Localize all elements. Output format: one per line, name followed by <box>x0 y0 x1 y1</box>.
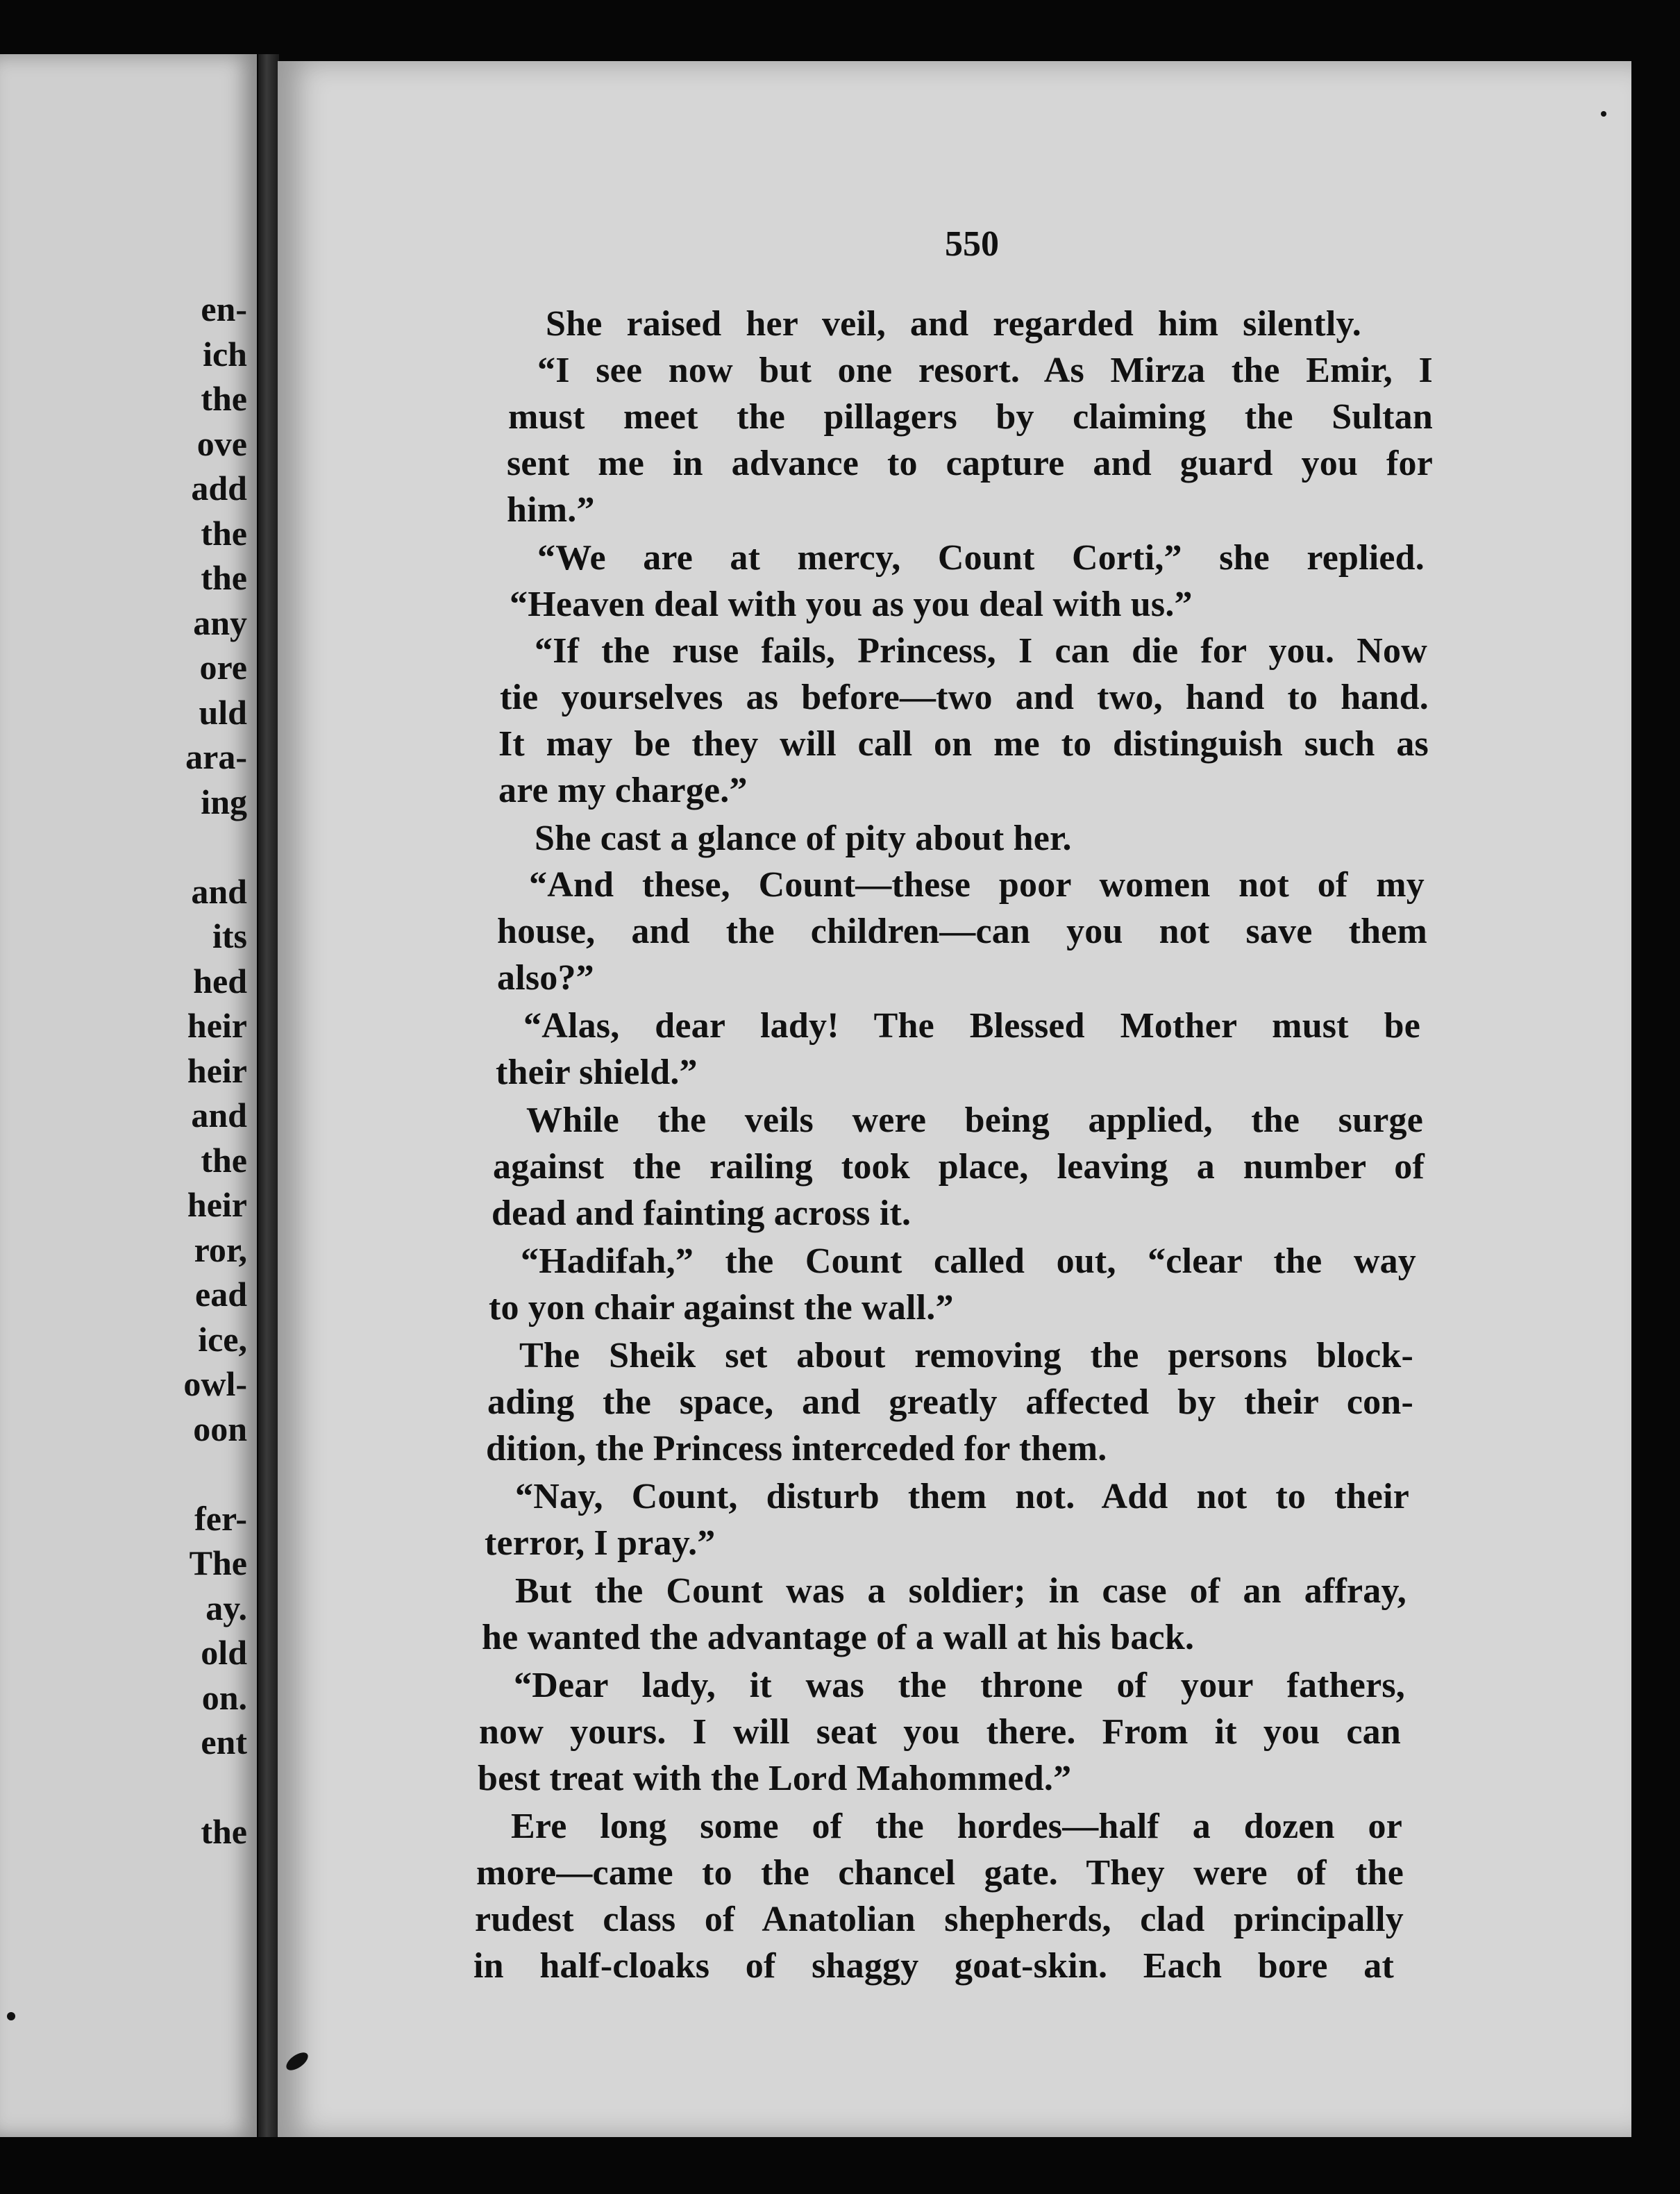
left-page-fragment: en- <box>201 290 247 328</box>
text-line: him.” <box>507 490 595 530</box>
text-line: also?” <box>497 958 594 998</box>
left-page-fragment: on. <box>201 1677 247 1717</box>
text-line: While the veils were being applied, the surge <box>526 1100 1423 1140</box>
left-page-fragment: its <box>212 916 247 955</box>
text-line: She cast a glance of pity about her. <box>535 819 1072 858</box>
left-page-fragment: fer- <box>194 1498 247 1538</box>
left-page-fragment: the <box>201 1812 247 1851</box>
left-page-fragment: ove <box>196 424 247 463</box>
left-page-fragment: The <box>189 1543 247 1582</box>
text-line: terror, I pray.” <box>485 1523 716 1563</box>
text-line: “Heaven deal with you as you deal with us.” <box>510 585 1193 624</box>
left-page-fragment: hed <box>193 961 247 1000</box>
left-page-fragment: ice, <box>198 1319 247 1359</box>
left-page-fragment: ead <box>195 1275 247 1314</box>
text-line: dition, the Princess interceded for them. <box>486 1429 1107 1468</box>
text-line: house, and the children—can you not save them <box>497 912 1427 951</box>
left-page-fragment: old <box>201 1633 247 1672</box>
text-line: It may be they will call on me to distinguish such as <box>498 724 1429 764</box>
text-line: are my charge.” <box>498 771 748 810</box>
text-line: “And these, Count—these poor women not of my <box>529 865 1425 905</box>
text-line: more—came to the chancel gate. They were of the <box>476 1853 1404 1893</box>
left-page-fragment: the <box>201 1140 247 1180</box>
left-page-fragment: ay. <box>205 1588 247 1627</box>
text-line: Ere long some of the hordes—half a dozen or <box>511 1807 1402 1846</box>
text-line: “If the ruse fails, Princess, I can die for you. Now <box>535 631 1427 671</box>
text-line: tie yourselves as before—two and two, hand to hand. <box>500 678 1429 717</box>
text-line: now yours. I will seat you there. From it you can <box>479 1712 1401 1752</box>
left-page-fragment: and <box>191 871 247 911</box>
left-page-fragment: ing <box>201 782 247 821</box>
text-line: must meet the pillagers by claiming the Sultan <box>508 397 1433 437</box>
text-line: their shield.” <box>496 1053 698 1092</box>
left-page-fragment: oon <box>193 1409 247 1448</box>
text-line: rudest class of Anatolian shepherds, clad principally <box>475 1900 1404 1939</box>
text-line: “Dear lady, it was the throne of your fathers, <box>514 1666 1405 1705</box>
left-page-fragment: and <box>191 1096 247 1134</box>
left-page-fragment: the <box>201 379 247 418</box>
text-line: dead and fainting across it. <box>492 1194 912 1233</box>
left-page-fragment: the <box>201 513 247 553</box>
left-page-fragment: the <box>201 558 247 597</box>
ink-speck <box>1601 111 1606 117</box>
left-page-fragment: ara- <box>185 737 247 776</box>
text-line: “Nay, Count, disturb them not. Add not to their <box>515 1477 1409 1516</box>
text-line: “I see now but one resort. As Mirza the Emir, I <box>537 351 1433 390</box>
page-number: 550 <box>945 224 999 264</box>
left-page-fragment: heir <box>187 1006 247 1045</box>
left-page-fragment: ent <box>201 1723 247 1761</box>
text-line: against the railing took place, leaving a number of <box>493 1147 1425 1187</box>
text-line: The Sheik set about removing the persons block- <box>519 1336 1413 1375</box>
text-line: best treat with the Lord Mahommed.” <box>478 1759 1072 1798</box>
left-page-fragment: ore <box>199 648 247 687</box>
left-page-fragment: any <box>193 603 247 642</box>
left-page-fragment: ror, <box>194 1230 247 1269</box>
text-line: ading the space, and greatly affected by their con- <box>487 1382 1413 1422</box>
left-page-fragment: owl- <box>183 1364 247 1403</box>
text-line: he wanted the advantage of a wall at his back. <box>482 1618 1195 1657</box>
text-line: in half-cloaks of shaggy goat-skin. Each bore at <box>473 1946 1394 1986</box>
text-line: She raised her veil, and regarded him silently. <box>546 304 1361 344</box>
ink-speck <box>7 2012 15 2020</box>
text-line: sent me in advance to capture and guard you for <box>507 444 1433 483</box>
left-page-fragment: heir <box>187 1050 247 1090</box>
text-line: “We are at mercy, Count Corti,” she replied. <box>537 538 1425 578</box>
text-line: to yon chair against the wall.” <box>489 1288 954 1328</box>
left-page-fragment: heir <box>187 1185 247 1224</box>
left-page-fragment: uld <box>199 692 247 732</box>
text-line: “Hadifah,” the Count called out, “clear the way <box>521 1241 1416 1281</box>
left-page-fragment: add <box>191 469 247 508</box>
text-line: But the Count was a soldier; in case of an affray, <box>515 1571 1406 1611</box>
left-page-fragment: ich <box>203 334 247 374</box>
text-line: “Alas, dear lady! The Blessed Mother must be <box>523 1006 1420 1046</box>
